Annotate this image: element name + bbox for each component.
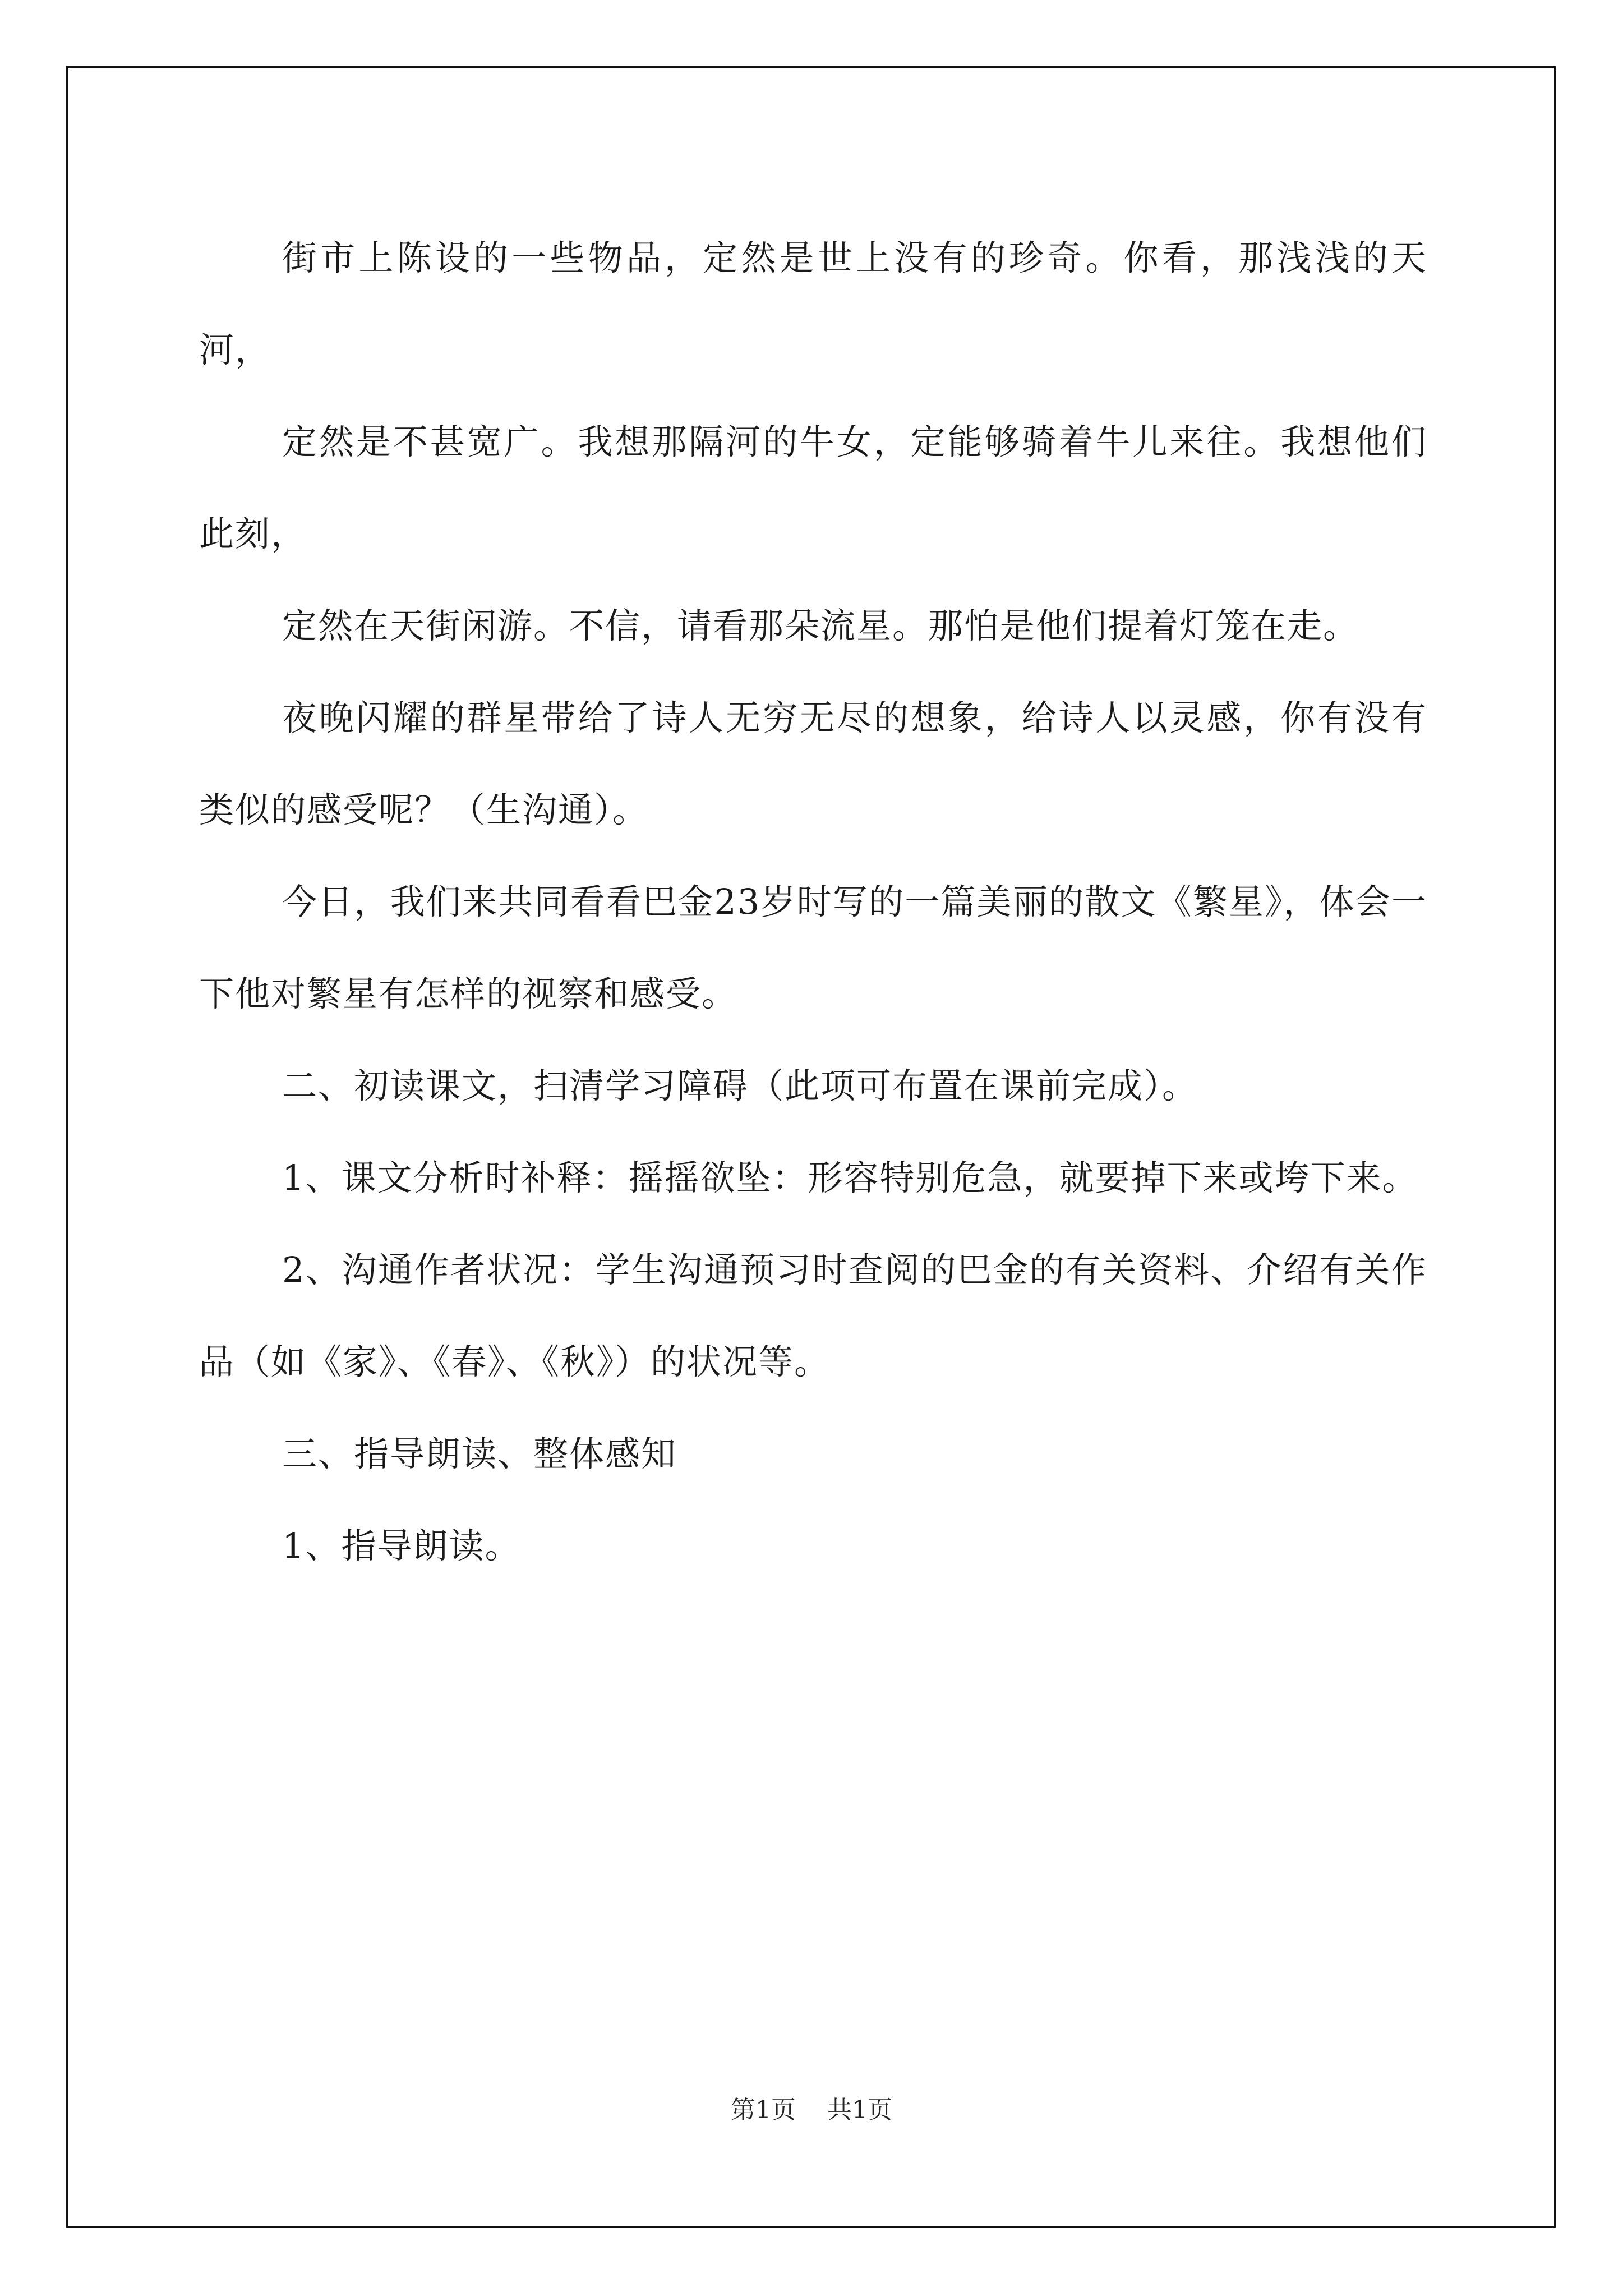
paragraph-2: 定然是不甚宽广。我想那隔河的牛女，定能够骑着牛儿来往。我想他们此刻， [199,421,1427,554]
document-body [199,212,1427,1592]
paragraph-5: 今日，我们来共同看看巴金23岁时写的一篇美丽的散文《繁星》，体会一下他对繁星有怎样的视察和感受。 [199,881,1427,1014]
list-item-3: 1、指导朗读。 [282,1525,521,1566]
page-number-footer: 第1页 共1页 [731,2096,892,2124]
section-heading-3: 三、指导朗读、整体感知 [282,1433,677,1474]
list-item-1: 1、课文分析时补释：摇摇欲坠：形容特别危急，就要掉下来或垮下来。 [282,1157,1418,1198]
paragraph-3: 定然在天街闲游。不信，请看那朵流星。那怕是他们提着灯笼在走。 [282,605,1359,646]
paragraph-4: 夜晚闪耀的群星带给了诗人无穷无尽的想象，给诗人以灵感，你有没有类似的感受呢？（生沟通）。 [199,697,1427,830]
paragraph-1: 街市上陈设的一些物品，定然是世上没有的珍奇。你看，那浅浅的天河， [199,237,1427,370]
section-heading-2: 二、初读课文，扫清学习障碍（此项可布置在课前完成）。 [282,1065,1198,1106]
list-item-2: 2、沟通作者状况：学生沟通预习时查阅的巴金的有关资料、介绍有关作品（如《家》、《春》、《秋》）的状况等。 [199,1249,1427,1382]
